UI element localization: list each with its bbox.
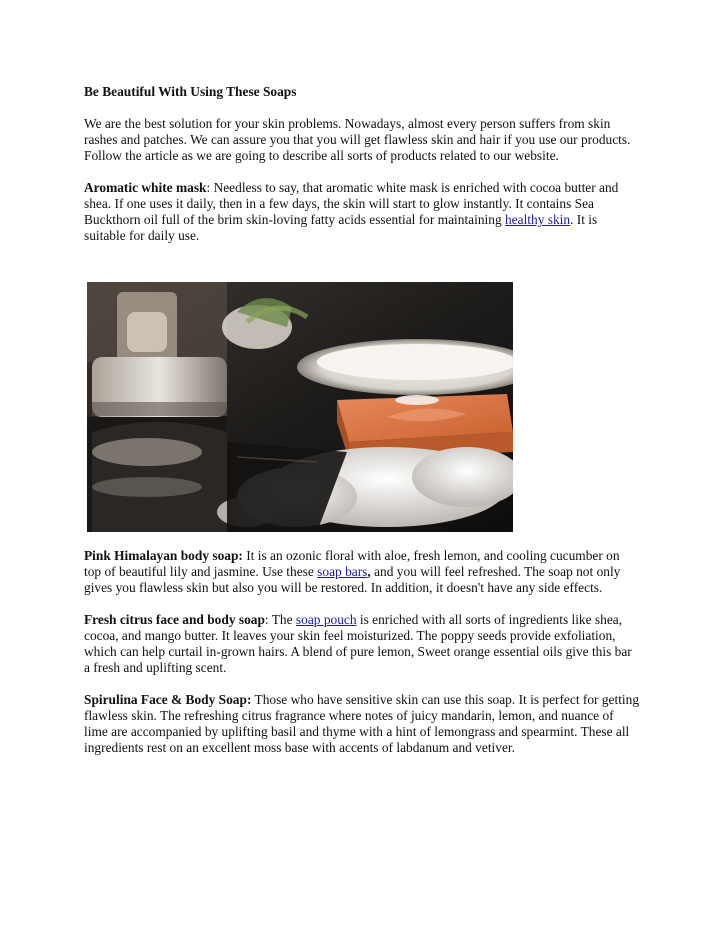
intro-paragraph: We are the best solution for your skin problems. Nowadays, almost every person suffers from skin rashes and patches. We can assure you that you will get flawless skin and hair if you use our products. Follow the article as we are going to describe all sorts of products related to our website. (84, 116, 631, 163)
section-text-after: . It is suitable for daily use. (84, 212, 598, 243)
article-body (84, 84, 640, 772)
soap-bar-photo-icon (87, 282, 513, 532)
section-text: It is an ozonic floral with aloe, fresh lemon, and cooling cucumber on top of beautiful lily and jasmine. Use these (84, 548, 620, 579)
section-separator: : (206, 180, 214, 195)
section-heading: Pink Himalayan body soap: (84, 548, 243, 563)
section-aromatic-white-mask (84, 180, 640, 244)
section-heading: Aromatic white mask (84, 180, 207, 195)
article-title: Be Beautiful With Using These Soaps (84, 84, 297, 99)
healthy-skin-link[interactable]: healthy skin (504, 212, 571, 227)
section-heading: Fresh citrus face and body soap (84, 612, 265, 627)
soap-bars-link[interactable]: soap bars (317, 564, 368, 579)
section-text-after: is enriched with all sorts of ingredients like shea, cocoa, and mango butter. It leaves your skin feel moisturized. The poppy seeds provide exfoliation, which can help curtail in-grown hairs. A blend of pure lemon, Sweet orange essential oils give this bar a fresh and uplifting scent. (84, 612, 632, 675)
soap-photo (87, 282, 513, 532)
section-comma: , (367, 564, 371, 579)
section-text: Those who have sensitive skin can use this soap. It is perfect for getting flawless skin. The refreshing citrus fragrance where notes of juicy mandarin, lemon, and nuance of lime are accompanied by uplifting basil and thyme with a hint of lemongrass and spearmint. These all ingredients rest on an excellent moss base with accents of labdanum and vetiver. (84, 692, 640, 755)
section-text: : The (264, 612, 296, 627)
section-text: Needless to say, that aromatic white mask is enriched with cocoa butter and shea. If one uses it daily, then in a few days, the skin will start to glow instantly. It contains Sea Buckthorn oil full of the brim skin-loving fatty acids essential for maintaining (84, 180, 619, 227)
section-heading: Spirulina Face & Body Soap: (84, 692, 252, 707)
section-spirulina-soap (84, 692, 640, 756)
section-pink-himalayan-soap (84, 548, 640, 596)
section-text-after: and you will feel refreshed. The soap not only gives you flawless skin but also you will be restored. In addition, it doesn't have any side effects. (84, 564, 621, 595)
section-fresh-citrus-soap (84, 612, 640, 676)
soap-pouch-link[interactable]: soap pouch (295, 612, 357, 627)
